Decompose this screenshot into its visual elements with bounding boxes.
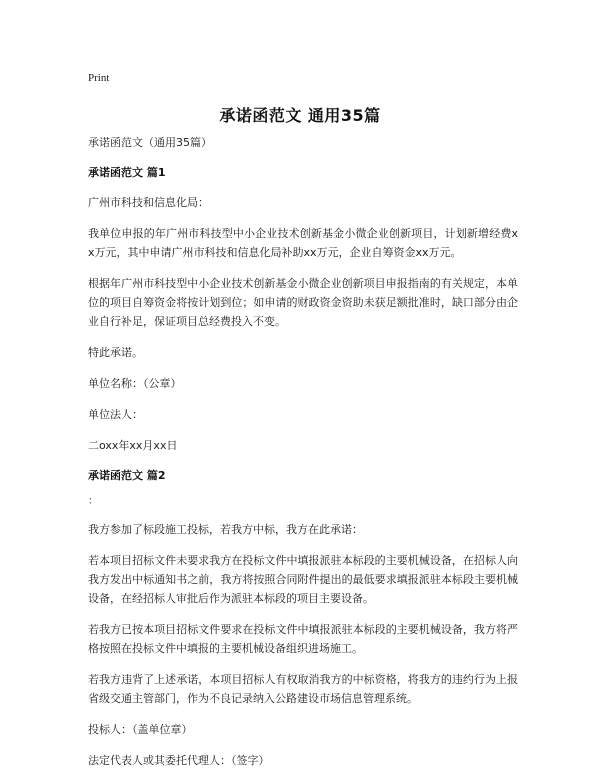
paragraph-violation: 若我方违背了上述承诺，本项目招标人有权取消我方的中标资格，将我方的违约行为上报省级交通主管部门，作为不良记录纳入公路建设市场信息管理系统。 — [88, 673, 518, 705]
date-line: 二oxx年xx月xx日 — [88, 439, 178, 452]
paragraph-equipment: 若本项目招标文件未要求我方在投标文件中填报派驻本标段的主要机械设备，在招标人向我方发出中标通知书之前，我方将按照合同附件提出的最低要求填报派驻本标段主要机械设备，在经招标人审批后作为派驻本标段的项目主要设备。 — [88, 554, 518, 605]
addressee: 广州市科技和信息化局： — [88, 196, 209, 209]
bidder-line: 投标人：（盖单位章） — [88, 723, 193, 736]
paragraph-organize: 若我方已按本项目招标文件要求在投标文件中填报派驻本标段的主要机械设备，我方将严格按照在投标文件中填报的主要机械设备组织进场施工。 — [88, 623, 518, 655]
special-statement: 特此承诺。 — [88, 346, 143, 359]
paragraph-commitment: 根据年广州市科技型中小企业技术创新基金小微企业创新项目申报指南的有关规定，本单位的项目自筹资金将按计划到位；如申请的财政资金资助未获足额批准时，缺口部分由企业自行补足，保证项目总经费投入不变。 — [88, 277, 518, 328]
document-body — [88, 133, 518, 782]
paragraph-funding: 我单位申报的年广州市科技型中小企业技术创新基金小微企业创新项目，计划新增经费xx万元，其中申请广州市科技和信息化局补助xx万元，企业自筹资金xx万元。 — [88, 227, 518, 259]
representative-line: 法定代表人或其委托代理人：（签字） — [88, 754, 270, 767]
legal-person-line: 单位法人： — [88, 408, 143, 421]
doc-subtitle: 承诺函范文（通用35篇） — [88, 136, 212, 149]
unit-name-line: 单位名称：（公章） — [88, 377, 182, 390]
document-title: 承诺函范文 通用35篇 — [219, 106, 381, 125]
section-heading-1: 承诺函范文 篇1 — [88, 166, 166, 179]
section-heading-2: 承诺函范文 篇2 — [88, 469, 166, 482]
paragraph-bidding-intro: 我方参加了标段施工投标，若我方中标，我方在此承诺： — [88, 523, 363, 536]
print-label: Print — [88, 72, 110, 84]
blank-addressee: ： — [88, 496, 98, 507]
